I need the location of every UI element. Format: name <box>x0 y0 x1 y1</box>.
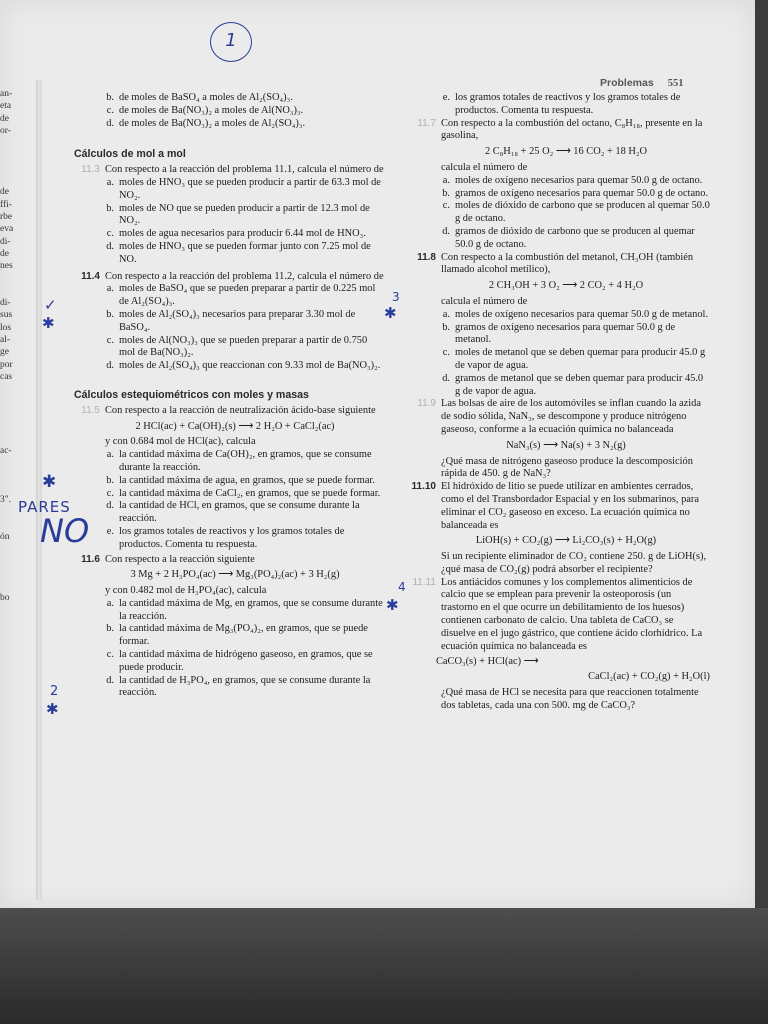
fragment-line <box>0 518 34 530</box>
list-item <box>100 675 384 701</box>
problem-continuation <box>66 436 384 449</box>
fragment-line: 3". <box>0 494 12 505</box>
item-label: b. <box>106 308 114 320</box>
section-heading: Cálculos estequiométricos con moles y masas <box>74 388 309 401</box>
item-label: b. <box>106 474 114 486</box>
fragment-line <box>0 543 34 555</box>
list-item <box>100 309 384 335</box>
list-item <box>100 335 384 361</box>
chemical-equation: 2 CH₃OH + 3 O₂ ⟶ 2 CO₂ + 4 H₂O <box>488 280 644 292</box>
problem-continuation <box>402 296 710 309</box>
item-label: c. <box>106 104 114 116</box>
problem-11-5 <box>66 405 384 418</box>
item-text: moles de Al₂(SO₄)₃ que reaccionan con 9.33 mol de Ba(NO₃)₂. <box>119 360 381 372</box>
item-text: la cantidad máxima de Mg₃(PO₄)₂, en gramos, que se puede formar. <box>119 623 368 648</box>
item-label: e. <box>106 525 114 537</box>
item-text: la cantidad de HCl, en gramos, que se consume durante la reacción. <box>119 500 360 525</box>
item-text: moles de NO que se pueden producir a partir de 12.3 mol de NO₂. <box>119 202 370 227</box>
problem-question: Si un recipiente eliminador de CO₂ contiene 250. g de LiOH(s), ¿qué masa de CO₂(g) podrá absorber el recipiente? <box>441 551 707 575</box>
handwritten-number-4: 4 <box>398 580 406 594</box>
item-text: de moles de Ba(NO₃)₂ a moles de Al(NO₃)₃. <box>119 104 304 116</box>
list-item <box>436 322 710 348</box>
item-label: d. <box>106 500 114 512</box>
handwritten-star: ✱ <box>42 472 57 492</box>
item-text: moles de HNO₃ que se pueden formar junto con 7.25 mol de NO. <box>119 240 371 265</box>
problem-number: 11.10 <box>411 481 436 493</box>
list-item <box>436 92 710 118</box>
item-label: d. <box>106 674 114 686</box>
item-label: d. <box>106 117 114 129</box>
item-text: la cantidad máxima de Ca(OH)₂, en gramos, que se consume durante la reacción. <box>119 449 372 473</box>
item-text: gramos de oxígeno necesarios para quemar 50.0 g de metanol. <box>455 321 676 346</box>
item-text: la cantidad máxima de agua, en gramos, que se puede formar. <box>119 474 375 486</box>
item-text: los gramos totales de reactivos y los gramos totales de productos. Comenta tu respuesta. <box>455 92 681 116</box>
fragment-line: di- <box>0 298 11 309</box>
fragment-line: eva <box>0 224 14 235</box>
problem-text: Con respecto a la reacción del problema 11.1, calcula el número de <box>105 164 384 176</box>
list-item <box>100 105 384 118</box>
problem-text: calcula el número de <box>441 295 528 307</box>
chemical-equation: 2 HCl(ac) + Ca(OH)₂(s) ⟶ 2 H₂O + CaCl₂(ac) <box>135 420 335 432</box>
item-label: d. <box>442 225 450 237</box>
chemical-equation: LiOH(s) + CO₂(g) ⟶ Li₂CO₃(s) + H₂O(g) <box>475 535 657 547</box>
item-label: b. <box>106 202 114 214</box>
item-text: la cantidad de H₃PO₄, en gramos, que se consume durante la reacción. <box>119 674 371 699</box>
item-text: moles de agua necesarios para producir 6.44 mol de HNO₃. <box>119 228 366 240</box>
handwritten-number-2: 2 <box>50 684 59 699</box>
fragment-line <box>0 432 34 444</box>
problem-text: Con respecto a la combustión del metanol, CH₃OH (también llamado alcohol metílico), <box>441 251 694 276</box>
handwritten-tick: ✓ <box>44 296 57 314</box>
fragment-line <box>0 420 34 432</box>
item-label: a. <box>106 597 114 609</box>
problem-11-11 <box>402 577 710 654</box>
problem-text: Con respecto a la reacción del problema 11.2, calcula el número de <box>105 270 384 282</box>
problem-number: 11.9 <box>417 398 436 410</box>
handwritten-pares: PARES <box>18 498 71 516</box>
fragment-line <box>0 395 34 407</box>
fragment-line: cas <box>0 371 13 382</box>
item-label: a. <box>442 174 450 186</box>
fragment-line <box>0 555 34 567</box>
item-text: moles de BaSO₄ que se pueden preparar a partir de 0.225 mol de Al₂(SO₄)₃. <box>119 283 376 308</box>
fragment-line <box>0 285 34 297</box>
fragment-line: de <box>0 113 9 124</box>
handwritten-star: ✱ <box>386 596 399 614</box>
fragment-line: or- <box>0 125 11 136</box>
section-title: Problemas <box>600 77 654 89</box>
fragment-line <box>0 137 34 149</box>
problem-number: 11.6 <box>81 553 100 565</box>
item-text: de moles de BaSO₄ a moles de Al₂(SO₄)₃. <box>119 92 293 103</box>
list-item <box>100 598 384 624</box>
problem-11-8 <box>402 252 710 278</box>
fragment-line: por <box>0 359 13 370</box>
right-column <box>402 92 710 713</box>
problem-text: Las bolsas de aire de los automóviles se inflan cuando la azida de sodio sólida, NaN₃, se descompone y produce nitrógeno gaseoso, conforme a la ecuación química no balanceada <box>441 398 701 435</box>
item-text: la cantidad máxima de hidrógeno gaseoso, en gramos, que se puede producir. <box>119 649 373 673</box>
problem-11-3 <box>66 164 384 177</box>
chemical-equation: 3 Mg + 2 H₃PO₄(ac) ⟶ Mg₃(PO₄)₂(ac) + 3 H₂(g) <box>130 569 340 581</box>
problem-number: 11.5 <box>81 404 100 416</box>
item-label: d. <box>442 372 450 384</box>
list-item <box>100 360 384 373</box>
item-label: d. <box>106 240 114 252</box>
fragment-line: de <box>0 248 9 259</box>
item-text: de moles de Ba(NO₃)₂ a moles de Al₂(SO₄)₃. <box>119 117 306 129</box>
item-label: c. <box>106 487 114 499</box>
item-label: b. <box>442 187 450 199</box>
list-item <box>436 175 710 188</box>
item-label: b. <box>442 321 450 333</box>
item-text: gramos de oxígeno necesarios para quemar 50.0 g de octano. <box>455 187 709 199</box>
list-item <box>100 649 384 675</box>
item-label: a. <box>442 308 450 320</box>
fragment-line <box>0 408 34 420</box>
fragment-line <box>0 568 34 580</box>
fragment-line: rbe <box>0 211 13 222</box>
list-item <box>100 475 384 488</box>
problem-number: 11.11 <box>412 576 436 588</box>
list-item <box>100 241 384 267</box>
fragment-line: eta <box>0 101 12 112</box>
item-label: a. <box>106 176 114 188</box>
problem-text: El hidróxido de litio se puede utilizar en ambientes cerrados, como el del Transbordador Espacial y en los submarinos, para eliminar el CO₂ gaseoso en exceso. La ecuación química no balanceada es <box>441 481 699 531</box>
item-label: c. <box>442 347 450 359</box>
problem-continuation <box>402 687 710 713</box>
handwritten-star: ✱ <box>384 304 397 322</box>
list-item <box>100 177 384 203</box>
fragment-line: nes <box>0 261 13 272</box>
page-number: 551 <box>667 78 684 89</box>
page-marker-number: 1 <box>225 30 237 51</box>
list-item <box>436 200 710 226</box>
item-text: moles de oxígeno necesarios para quemar 50.0 g de metanol. <box>455 308 709 320</box>
item-text: gramos de metanol que se deben quemar para producir 45.0 g de vapor de agua. <box>455 372 704 397</box>
item-label: a. <box>106 283 114 295</box>
problem-11-4 <box>66 271 384 284</box>
fragment-line: bo <box>0 593 10 604</box>
list-item <box>100 283 384 309</box>
list-item <box>100 449 384 475</box>
item-text: moles de oxígeno necesarios para quemar 50.0 g de octano. <box>455 174 703 186</box>
chemical-equation: 2 C₈H₁₈ + 25 O₂ ⟶ 16 CO₂ + 18 H₂O <box>484 146 648 158</box>
item-text: la cantidad máxima de Mg, en gramos, que se consume durante la reacción. <box>119 597 383 622</box>
fragment-line: di- <box>0 236 11 247</box>
problem-text: Con respecto a la reacción de neutralización ácido-base siguiente <box>105 404 376 416</box>
item-text: moles de Al(NO₃)₃ que se pueden preparar a partir de 0.750 mol de Ba(NO₃)₂. <box>119 334 368 359</box>
list-item <box>100 92 384 105</box>
item-text: moles de dióxido de carbono que se producen al quemar 50.0 g de octano. <box>455 200 710 225</box>
problem-number: 11.7 <box>417 117 436 129</box>
problem-text: y con 0.684 mol de HCl(ac), calcula <box>105 436 256 448</box>
fragment-line <box>0 469 34 481</box>
item-label: c. <box>442 200 450 212</box>
fragment-line <box>0 162 34 174</box>
problem-number: 11.4 <box>81 270 100 282</box>
problem-continuation <box>402 456 710 482</box>
fragment-line: los <box>0 322 12 333</box>
handwritten-star: ✱ <box>42 314 55 332</box>
handwritten-page-marker <box>210 22 252 62</box>
list-item <box>100 488 384 501</box>
problem-11-6 <box>66 554 384 567</box>
problem-text: Los antiácidos comunes y los complementos alimenticios de calcio que se emplean para prevenir la osteoporosis (un trastorno en el que ocurre un debilitamiento de los huesos) contienen carbonato de calcio. Una tableta de CaCO₃ se disuelve en el jugo gástrico, que contiene ácido clorhídrico. La ecuación química no balanceada es <box>441 576 703 652</box>
left-column <box>66 92 384 700</box>
item-text: gramos de dióxido de carbono que se producen al quemar 50.0 g de octano. <box>455 225 695 250</box>
item-text: moles de HNO₃ que se pueden producir a partir de 63.3 mol de NO₂. <box>119 176 381 201</box>
item-label: d. <box>106 360 114 372</box>
fragment-line: ge <box>0 347 9 358</box>
problem-text: y con 0.482 mol de H₃PO₄(ac), calcula <box>105 585 267 597</box>
list-item <box>100 118 384 131</box>
problem-continuation <box>402 551 710 577</box>
fragment-line: ac- <box>0 445 12 456</box>
fragment-line: an- <box>0 89 13 99</box>
chemical-equation-products: CaCl₂(ac) + CO₂(g) + H₂O(l) <box>588 671 710 683</box>
list-item <box>436 188 710 201</box>
problem-text: calcula el número de <box>441 161 528 173</box>
fragment-line <box>0 149 34 161</box>
problem-continuation <box>66 585 384 598</box>
item-text: la cantidad máxima de CaCl₂, en gramos, que se puede formar. <box>119 487 381 499</box>
handwritten-star: ✱ <box>46 700 59 718</box>
problem-11-7 <box>402 118 710 144</box>
list-item <box>436 347 710 373</box>
item-text: moles de metanol que se deben quemar para producir 45.0 g de vapor de agua. <box>455 347 706 371</box>
fragment-line <box>0 383 34 395</box>
problem-continuation <box>402 162 710 175</box>
section-heading: Cálculos de mol a mol <box>74 148 186 161</box>
problem-question: ¿Qué masa de HCl se necesita para que reaccionen totalmente dos tabletas, cada una con 500. mg de CaCO₃? <box>441 687 699 711</box>
fragment-line: ón <box>0 531 10 542</box>
item-text: los gramos totales de reactivos y los gramos totales de productos. Comenta tu respuesta. <box>119 525 345 550</box>
fragment-line: ffi- <box>0 199 12 210</box>
item-label: c. <box>106 649 114 661</box>
item-label: a. <box>106 449 114 461</box>
chemical-equation-reactants: CaCO₃(s) + HCl(ac) ⟶ <box>436 656 539 668</box>
list-item <box>436 309 710 322</box>
handwritten-no: NO <box>40 512 90 550</box>
fragment-line <box>0 457 34 469</box>
problem-text: Con respecto a la reacción siguiente <box>105 553 255 565</box>
running-header <box>600 77 742 89</box>
fragment-line: de <box>0 187 9 198</box>
list-item <box>100 623 384 649</box>
list-item <box>100 526 384 552</box>
item-label: c. <box>106 334 114 346</box>
handwritten-number-3: 3 <box>392 290 400 304</box>
adjacent-page-fragment <box>0 88 34 648</box>
fragment-line <box>0 174 34 186</box>
item-label: c. <box>106 228 114 240</box>
dark-background <box>0 908 768 1024</box>
chemical-equation: NaN₃(s) ⟶ Na(s) + 3 N₂(g) <box>506 439 626 451</box>
item-text: moles de Al₂(SO₄)₃ necesarios para preparar 3.30 mol de BaSO₄. <box>119 308 356 333</box>
problem-question: ¿Qué masa de nitrógeno gaseoso produce la descomposición rápida de 450. g de NaN₃? <box>441 455 693 480</box>
problem-text: Con respecto a la combustión del octano, C₈H₁₈, presente en la gasolina, <box>441 117 703 142</box>
fragment-line: sus <box>0 310 13 321</box>
list-item <box>100 203 384 229</box>
list-item <box>100 228 384 241</box>
item-label: e. <box>442 92 450 103</box>
fragment-line <box>0 482 34 494</box>
fragment-line <box>0 580 34 592</box>
problem-number: 11.8 <box>417 251 436 263</box>
list-item <box>436 373 710 399</box>
item-label: b. <box>106 92 114 103</box>
list-item <box>100 500 384 526</box>
fragment-line: al- <box>0 334 11 345</box>
item-label: b. <box>106 623 114 635</box>
problem-11-9 <box>402 398 710 436</box>
problem-11-10 <box>402 481 710 532</box>
fragment-line <box>0 272 34 284</box>
list-item <box>436 226 710 252</box>
problem-number: 11.3 <box>81 164 100 176</box>
